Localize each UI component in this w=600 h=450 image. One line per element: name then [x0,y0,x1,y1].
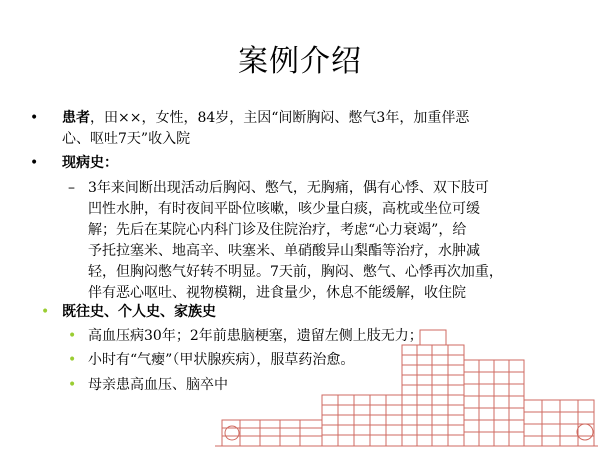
bullet-dot: • [30,110,39,126]
patient-label: 患者 [62,110,90,126]
present-history-line: 予托拉塞米、地高辛、呋塞米、单硝酸异山梨酯等治疗，水肿减 [88,243,480,259]
past-history-item: 母亲患高血压、脑卒中 [88,377,228,393]
bullet-dot: • [30,155,39,171]
bullet-dot-green: • [68,377,77,393]
patient-text-1: ，田××，女性，84岁，主因“间断胸闷、憋气3年，加重伴恶 [90,110,470,126]
present-history-line: 凹性水肿，有时夜间平卧位咳嗽，咳少量白痰，高枕或坐位可缓 [88,201,480,217]
bullet-dot-green: • [68,352,77,368]
present-history-line: 伴有恶心呕吐、视物模糊，进食量少，休息不能缓解，收住院 [88,285,466,301]
bullet-dot-green: • [41,304,50,320]
present-history-label: 现病史： [62,155,118,171]
slide-title: 案例介绍 [238,44,362,79]
present-history-line: 3年来间断出现活动后胸闷、憋气，无胸痛，偶有心悸、双下肢可 [88,180,489,196]
past-history-item: 高血压病30年；2年前患脑梗塞，遗留左侧上肢无力； [88,328,423,344]
past-history-item: 小时有“气瘿”（甲状腺疾病），服草药治愈。 [88,352,355,368]
present-history-line: 解；先后在某院心内科门诊及住院治疗，考虑“心力衰竭”，给 [88,222,467,238]
dash-marker: – [68,180,75,196]
past-history-label: 既往史、个人史、家族史 [62,304,216,320]
patient-line-2: 心、呕吐7天”收入院 [62,131,191,147]
present-history-line: 轻，但胸闷憋气好转不明显。7天前，胸闷、憋气、心悸再次加重， [88,264,503,280]
bullet-dot-green: • [68,328,77,344]
